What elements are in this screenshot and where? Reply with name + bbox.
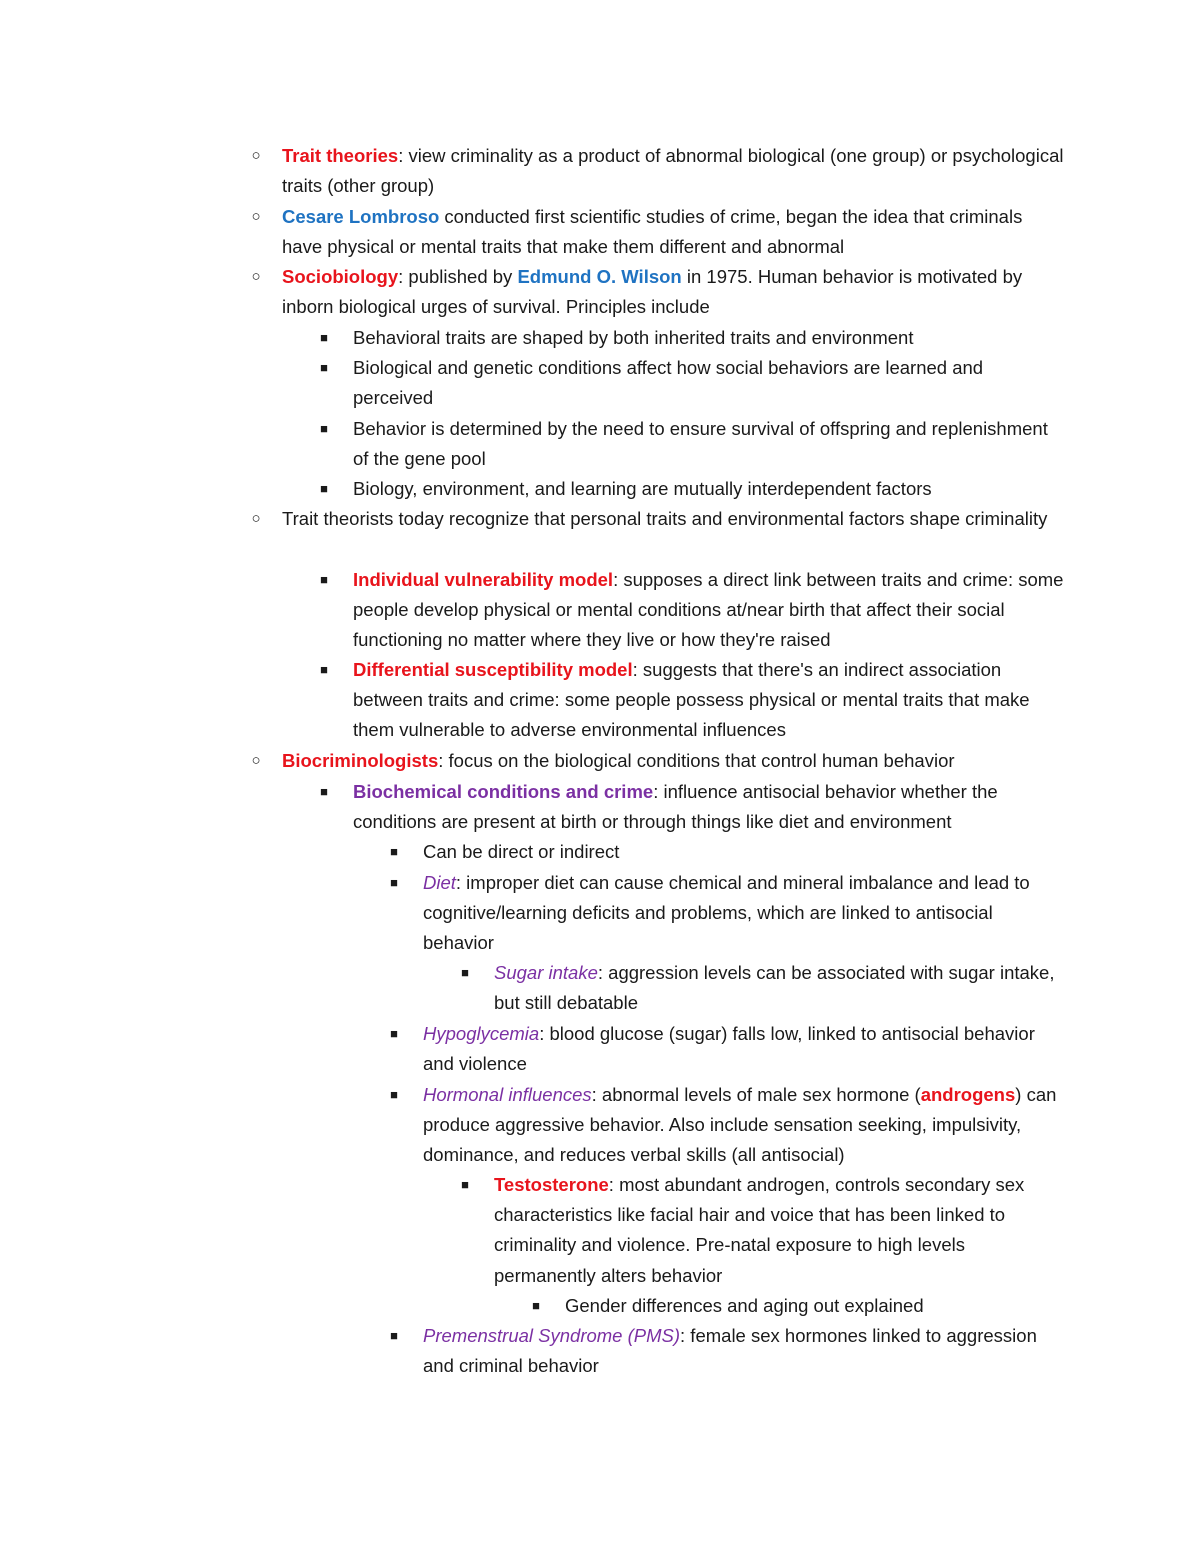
list-item: [0, 777, 1065, 837]
square-bullet-icon: ■: [532, 1298, 540, 1313]
text-run: : view criminality as a product of abnormal biological (one group) or psychological traits (other group): [282, 145, 1064, 197]
text-run: : suggests that there's an indirect association between traits and crime: some people possess physical or mental traits that make them vulnerable to adverse environmental influences: [353, 659, 1030, 741]
text-run: : published by: [398, 266, 518, 287]
highlighted-term: Edmund O. Wilson: [517, 266, 682, 287]
list-item: [0, 746, 1065, 776]
text-run: ) can produce aggressive behavior. Also include sensation seeking, impulsivity, dominance, and reduces verbal skills (all antisocial): [423, 1084, 1057, 1166]
square-bullet-icon: ■: [320, 662, 328, 677]
highlighted-term: Trait theories: [282, 145, 399, 166]
highlighted-term: Biocriminologists: [282, 750, 439, 771]
highlighted-term: Differential susceptibility model: [353, 659, 633, 680]
highlighted-term: Sociobiology: [282, 266, 399, 287]
text-run: Behavioral traits are shaped by both inherited traits and environment: [353, 327, 914, 348]
list-item: [0, 1170, 1065, 1291]
list-item: [0, 414, 1065, 474]
hollow-circle-bullet-icon: ○: [251, 208, 261, 225]
text-run: : abnormal levels of male sex hormone (: [591, 1084, 921, 1105]
text-run: Biological and genetic conditions affect how social behaviors are learned and perceived: [353, 357, 984, 409]
hollow-circle-bullet-icon: ○: [251, 752, 261, 769]
highlighted-term: Testosterone: [494, 1174, 609, 1195]
list-item: [0, 1291, 1065, 1321]
text-run: : supposes a direct link between traits and crime: some people develop physical or mental conditions at/near birth that affect their social functioning no matter where they live or how they're raised: [353, 569, 1064, 651]
square-bullet-icon: ■: [320, 360, 328, 375]
list-item-text: [494, 958, 1065, 1018]
square-bullet-icon: ■: [390, 875, 398, 890]
list-item: [0, 353, 1065, 413]
text-run: Biology, environment, and learning are mutually interdependent factors: [353, 478, 932, 499]
square-bullet-icon: ■: [390, 1328, 398, 1343]
list-item-text: [423, 1019, 1065, 1079]
list-item: [0, 1019, 1065, 1079]
square-bullet-icon: ■: [320, 421, 328, 436]
list-item-text: [353, 565, 1065, 656]
text-run: : blood glucose (sugar) falls low, linked to antisocial behavior and violence: [423, 1023, 1035, 1075]
hollow-circle-bullet-icon: ○: [251, 147, 261, 164]
list-item: [0, 262, 1065, 322]
list-item-text: [353, 353, 1065, 413]
list-item-text: [282, 202, 1065, 262]
highlighted-term: Premenstrual Syndrome (PMS): [423, 1325, 681, 1346]
text-run: : most abundant androgen, controls secondary sex characteristics like facial hair and voice that has been linked to criminality and violence. Pre-natal exposure to high levels permanently alters behavior: [494, 1174, 1025, 1286]
text-run: : aggression levels can be associated with sugar intake, but still debatable: [494, 962, 1055, 1014]
list-item: [0, 565, 1065, 656]
square-bullet-icon: ■: [320, 330, 328, 345]
list-item-text: [423, 1321, 1065, 1381]
highlighted-term: androgens: [920, 1084, 1016, 1105]
list-item-text: [282, 141, 1065, 201]
list-item: [0, 837, 1065, 867]
list-item-text: [282, 746, 1065, 776]
list-item: [0, 202, 1065, 262]
highlighted-term: Sugar intake: [494, 962, 598, 983]
highlighted-term: Biochemical conditions and crime: [353, 781, 654, 802]
hollow-circle-bullet-icon: ○: [251, 510, 261, 527]
square-bullet-icon: ■: [390, 1087, 398, 1102]
list-item-text: [494, 1170, 1065, 1291]
text-run: : influence antisocial behavior whether the conditions are present at birth or through things like diet and environment: [353, 781, 998, 833]
list-item-text: [423, 868, 1065, 959]
list-item-text: [353, 474, 1065, 504]
list-item: [0, 1080, 1065, 1171]
hollow-circle-bullet-icon: ○: [251, 268, 261, 285]
list-item: [0, 655, 1065, 746]
square-bullet-icon: ■: [320, 572, 328, 587]
list-item-text: [353, 323, 1065, 353]
list-item: [0, 323, 1065, 353]
highlighted-term: Hormonal influences: [423, 1084, 592, 1105]
list-item-text: [353, 777, 1065, 837]
text-run: conducted first scientific studies of crime, began the idea that criminals have physical or mental traits that make them different and abnormal: [282, 206, 1023, 258]
list-item-text: [282, 262, 1065, 322]
list-item-text: [423, 1080, 1065, 1171]
text-run: : focus on the biological conditions that control human behavior: [438, 750, 955, 771]
text-run: in 1975. Human behavior is motivated by inborn biological urges of survival. Principles include: [282, 266, 1023, 318]
highlighted-term: Individual vulnerability model: [353, 569, 614, 590]
list-item-text: [353, 655, 1065, 746]
list-item: [0, 504, 1065, 534]
square-bullet-icon: ■: [320, 481, 328, 496]
square-bullet-icon: ■: [390, 1026, 398, 1041]
text-run: Can be direct or indirect: [423, 841, 620, 862]
text-run: Gender differences and aging out explained: [565, 1295, 924, 1316]
square-bullet-icon: ■: [461, 1177, 469, 1192]
list-item-text: [353, 414, 1065, 474]
list-item: [0, 1321, 1065, 1381]
highlighted-term: Hypoglycemia: [423, 1023, 540, 1044]
list-item: [0, 958, 1065, 1018]
text-run: Behavior is determined by the need to ensure survival of offspring and replenishment of the gene pool: [353, 418, 1048, 470]
list-item: [0, 141, 1065, 201]
list-item-text: [565, 1291, 1065, 1321]
list-item: [0, 474, 1065, 504]
square-bullet-icon: ■: [320, 784, 328, 799]
square-bullet-icon: ■: [390, 844, 398, 859]
list-item: [0, 868, 1065, 959]
highlighted-term: Diet: [423, 872, 456, 893]
text-run: : female sex hormones linked to aggression and criminal behavior: [423, 1325, 1037, 1377]
text-run: Trait theorists today recognize that personal traits and environmental factors shape criminality: [282, 508, 1048, 529]
list-item-text: [423, 837, 1065, 867]
square-bullet-icon: ■: [461, 965, 469, 980]
text-run: : improper diet can cause chemical and mineral imbalance and lead to cognitive/learning deficits and problems, which are linked to antisocial behavior: [423, 872, 1030, 954]
highlighted-term: Cesare Lombroso: [282, 206, 440, 227]
list-item-text: [282, 504, 1065, 534]
